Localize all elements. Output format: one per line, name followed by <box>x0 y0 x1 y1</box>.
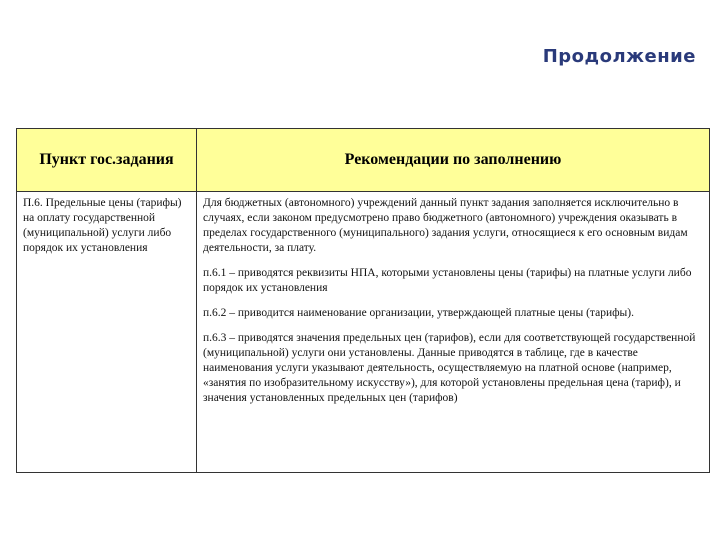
item-cell: П.6. Предельные цены (тарифы) на оплату государственной (муниципальной) услуги либо порядок их установления <box>17 192 197 473</box>
table-row <box>17 192 710 473</box>
recommendation-paragraph: п.6.3 – приводятся значения предельных цен (тарифов), если для соответствующей государственной (муниципальной) услуги они установлены. Данные приводятся в таблице, где в качестве наименования услуги указывают деятельность, осуществляемую на платной основе (например, «занятия по изобразительному искусству»), для которой установлены предельная цена (тариф), и значения установленных предельных цен (тарифов) <box>203 332 696 404</box>
recommendations-table <box>16 128 710 473</box>
table-header-row <box>17 129 710 192</box>
page-title: Продолжение <box>542 46 696 67</box>
recommendation-paragraph: п.6.1 – приводятся реквизиты НПА, которыми установлены цены (тарифы) на платные услуги либо порядок их установления <box>203 267 692 294</box>
recommendation-paragraph: Для бюджетных (автономного) учреждений данный пункт задания заполняется исключительно в случаях, если законом предусмотрено право бюджетного (автономного) учреждения оказывать в пределах государственного (муниципального) задания услуги, относящиеся к его основным видам деятельности, за плату. <box>203 197 688 254</box>
header-item: Пункт гос.задания <box>17 129 197 192</box>
recommendations-cell <box>197 192 710 473</box>
header-recommendations: Рекомендации по заполнению <box>197 129 710 192</box>
recommendation-paragraph: п.6.2 – приводится наименование организации, утверждающей платные цены (тарифы). <box>203 307 634 319</box>
